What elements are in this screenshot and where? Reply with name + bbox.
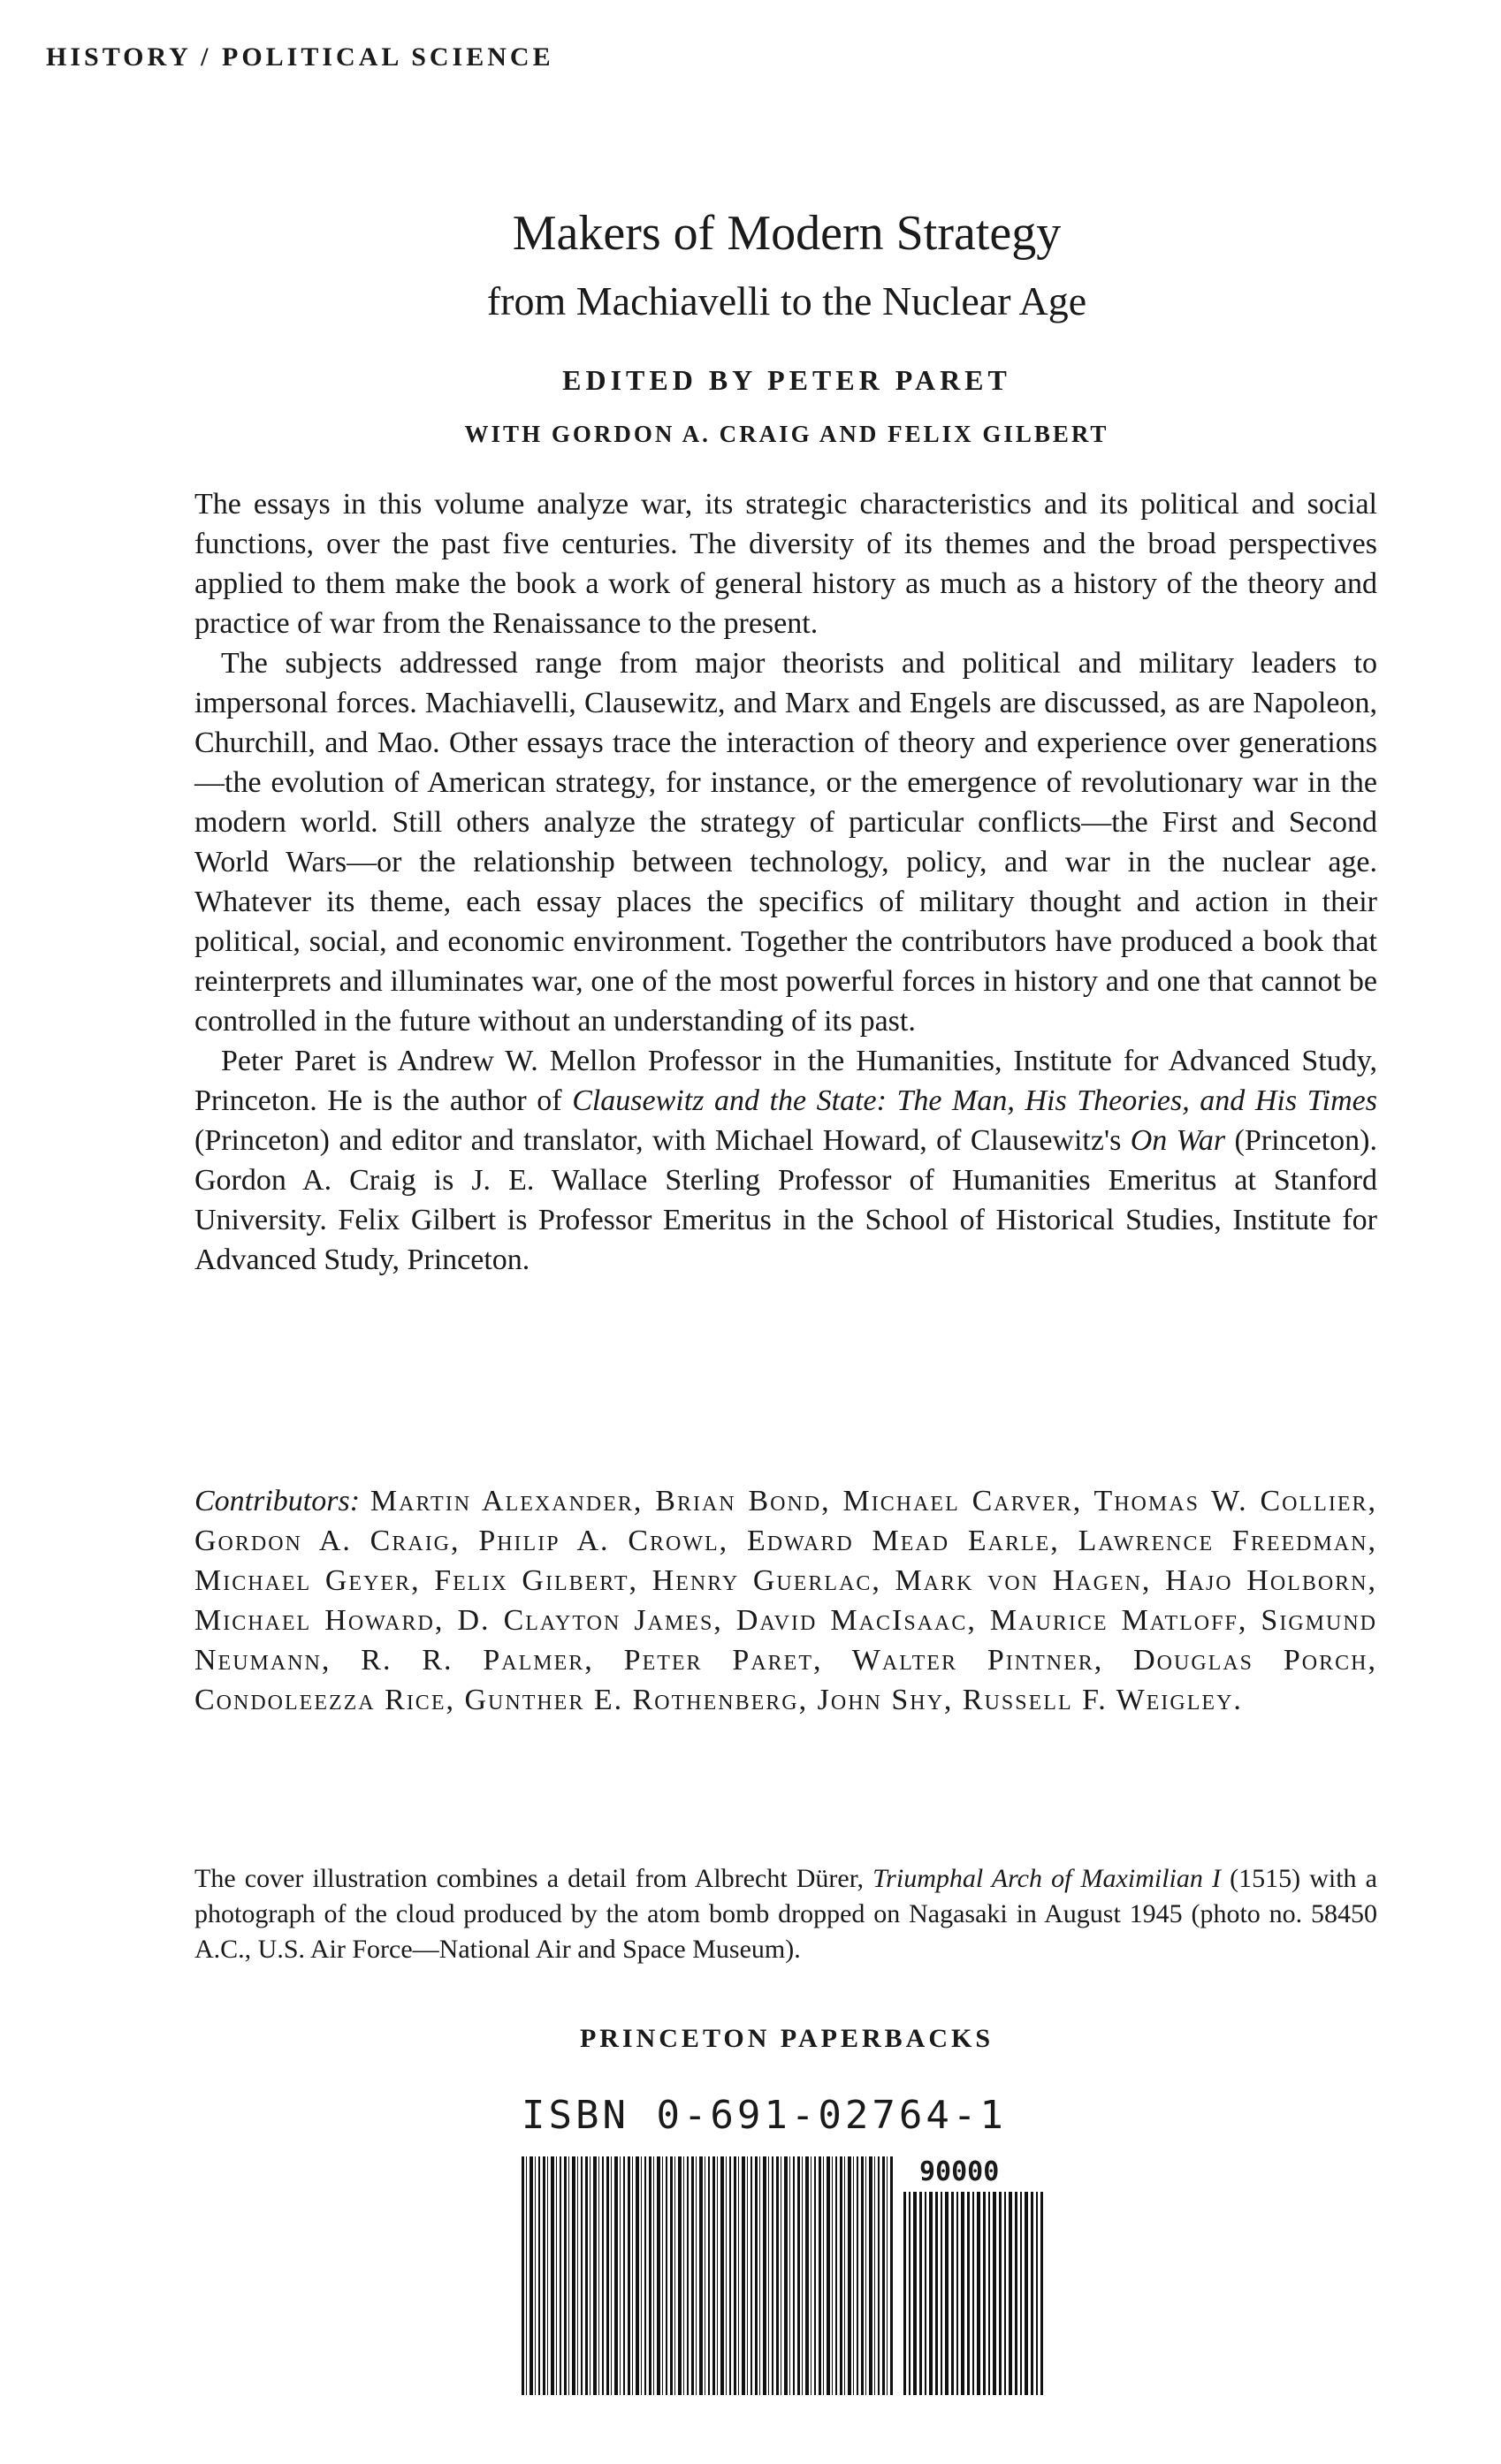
- description-paragraph-2: The subjects addressed range from major theorists and political and military leaders to impersonal forces. Machiavelli, Clausewitz, and Marx and Engels are discussed, as are Napoleon, Churchill, and Mao. Other essays trace the interaction of theory and experience over generations—the evolution of American strategy, for instance, or the emergence of revolutionary war in the modern world. Still others analyze the strategy of particular conflicts—the First and Second World Wars—or the relationship between technology, policy, and war in the nuclear age. Whatever its theme, each essay places the specifics of military thought and action in their political, social, and economic environment. Together the contributors have produced a book that reinterprets and illuminates war, one of the most powerful forces in history and one that cannot be controlled in the future without an understanding of its past.: [194, 647, 1377, 1038]
- editor-line: EDITED BY PETER PARET: [562, 364, 1011, 396]
- author-bio: [194, 1041, 1377, 1280]
- contributors-names: Martin Alexander, Brian Bond, Michael Carver, Thomas W. Collier, Gordon A. Craig, Philip A. Crowl, Edward Mead Earle, Lawrence Freedman, Michael Geyer, Felix Gilbert, Henry Guerlac, Mark von Hagen, Hajo Holborn, Michael Howard, D. Clayton James, David MacIsaac, Maurice Matloff, Sigmund Neumann, R. R. Palmer, Peter Paret, Walter Pintner, Douglas Porch, Condoleezza Rice, Gunther E. Rothenberg, John Shy, Russell F. Weigley.: [194, 1485, 1377, 1716]
- bio-text-3: (Princeton). Gordon A. Craig is J. E. Wallace Sterling Professor of Humanities Emeritus at Stanford University. Felix Gilbert is Professor Emeritus in the School of Historical Studies, Institute for Advanced Study, Princeton.: [194, 1124, 1377, 1276]
- publisher-imprint: PRINCETON PAPERBACKS: [579, 2024, 994, 2053]
- price-barcode: [903, 2192, 1043, 2395]
- book-subtitle: from Machiavelli to the Nuclear Age: [486, 278, 1087, 323]
- bio-book-title-2: On War: [1130, 1124, 1226, 1157]
- category-label: HISTORY / POLITICAL SCIENCE: [46, 42, 554, 72]
- cover-note-text-2: (1515) with a photograph of the cloud produced by the atom bomb dropped on Nagasaki in August 1945 (photo no. 58450 A.C., U.S. Air Force—National Air and Space Museum).: [194, 1864, 1377, 1964]
- co-editors-line: WITH GORDON A. CRAIG AND FELIX GILBERT: [464, 421, 1109, 447]
- cover-note: [194, 1861, 1377, 1967]
- barcode: [522, 2156, 893, 2395]
- description-paragraph-1: The essays in this volume analyze war, its strategic characteristics and its political and social functions, over the past five centuries. The diversity of its themes and the broad perspectives applied to them make the book a work of general history as much as a history of the theory and practice of war from the Renaissance to the present.: [194, 488, 1377, 640]
- cover-note-work: Triumphal Arch of Maximilian I: [872, 1864, 1221, 1893]
- contributors: [194, 1481, 1377, 1720]
- contributors-label: Contributors:: [194, 1485, 361, 1517]
- bio-book-title-1: Clausewitz and the State: The Man, His Theories, and His Times: [572, 1084, 1377, 1117]
- description: [194, 484, 1377, 1280]
- bio-text-1: Peter Paret is Andrew W. Mellon Professor in the Humanities, Institute for Advanced Study, Princeton. He is the author of: [194, 1045, 1377, 1117]
- isbn-number: ISBN 0-691-02764-1: [522, 2093, 1007, 2138]
- book-title: Makers of Modern Strategy: [512, 206, 1062, 261]
- price-code: 90000: [919, 2156, 1000, 2187]
- bio-text-2: (Princeton) and editor and translator, with Michael Howard, of Clausewitz's: [194, 1124, 1131, 1157]
- cover-note-text-1: The cover illustration combines a detail from Albrecht Dürer,: [194, 1864, 873, 1893]
